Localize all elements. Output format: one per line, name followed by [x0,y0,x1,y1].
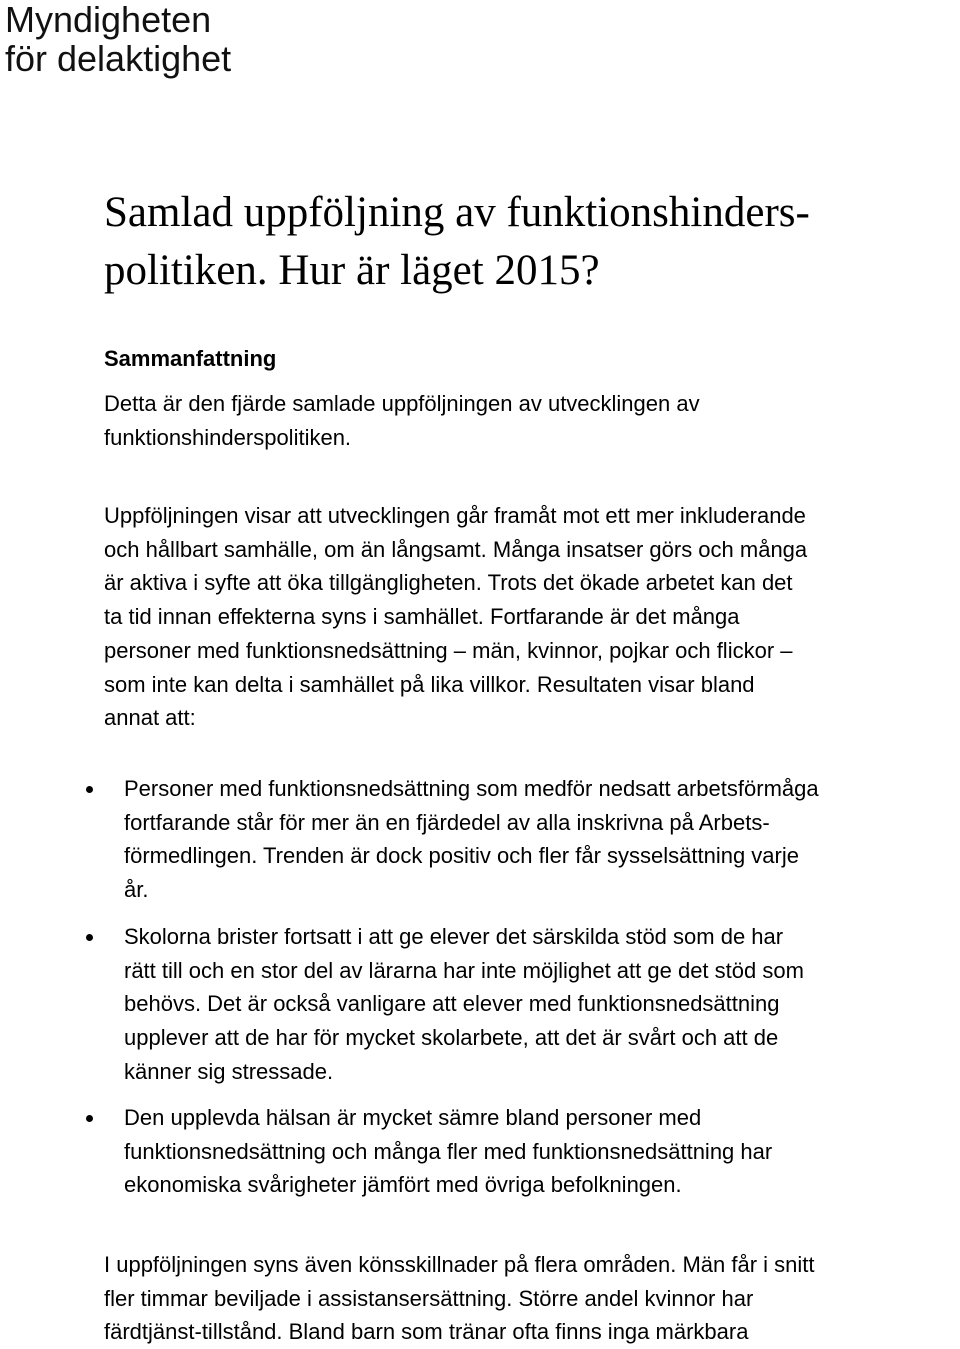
text-line: upplever att de har för mycket skolarbete, att det är svårt och att de [124,1025,779,1051]
bullet-icon [86,786,93,793]
bullet-icon [86,1115,93,1122]
text-line: förmedlingen. Trenden är dock positiv och fler får sysselsättning varje [124,843,799,869]
text-line: ekonomiska svårigheter jämfört med övriga befolkningen. [124,1172,682,1198]
title-line-2: politiken. Hur är läget 2015? [104,247,600,294]
text-line: känner sig stressade. [124,1058,334,1084]
summary-heading: Sammanfattning [104,346,277,371]
document-title [104,184,810,300]
text-line: och hållbart samhälle, om än långsamt. Många insatser görs och många [104,536,808,562]
text-line: som inte kan delta i samhället på lika villkor. Resultaten visar bland [104,671,755,697]
summary-paragraph-2 [104,499,954,735]
bullet-icon [86,934,93,941]
text-line: Personer med funktionsnedsättning som medför nedsatt arbetsförmåga [124,776,819,801]
text-line: annat att: [104,705,196,731]
text-line: personer med funktionsnedsättning – män, kvinnor, pojkar och flickor – [104,637,793,663]
text-line: Detta är den fjärde samlade uppföljningen av utvecklingen av [104,391,700,416]
text-line: ta tid innan effekterna syns i samhället. Fortfarande är det många [104,604,740,630]
text-line: färdtjänst-tillstånd. Bland barn som tränar ofta finns inga märkbara [104,1319,749,1345]
text-line: I uppföljningen syns även könsskillnader på flera områden. Män får i snitt [104,1252,815,1277]
title-line-1: Samlad uppföljning av funktionshinders- [104,189,810,236]
logo-line-2: för delaktighet [5,38,232,79]
text-line: funktionsnedsättning och många fler med funktionsnedsättning har [124,1138,773,1164]
text-line: är aktiva i syfte att öka tillgängligheten. Trots det ökade arbetet kan det [104,570,793,596]
logo-line-1: Myndigheten [5,0,212,40]
text-line: Uppföljningen visar att utvecklingen går framåt mot ett mer inkluderande [104,503,806,528]
text-line: Den upplevda hälsan är mycket sämre bland personer med [124,1105,702,1130]
text-line: behövs. Det är också vanligare att elever med funktionsnedsättning [124,991,780,1017]
text-line: fortfarande står för mer än en fjärdedel av alla inskrivna på Arbets- [124,809,770,835]
agency-logo [5,0,231,78]
list-item [124,1101,960,1202]
summary-paragraph-3 [104,1248,954,1349]
text-line: fler timmar beviljade i assistansersättning. Större andel kvinnor har [104,1285,754,1311]
text-line: år. [124,877,149,903]
list-item [124,920,960,1089]
list-item [124,772,960,907]
text-line: funktionshinderspolitiken. [104,424,352,450]
text-line: rätt till och en stor del av lärarna har inte möjlighet att ge det stöd som [124,957,804,983]
text-line: Skolorna brister fortsatt i att ge elever det särskilda stöd som de har [124,924,784,949]
summary-paragraph-1 [104,387,954,454]
